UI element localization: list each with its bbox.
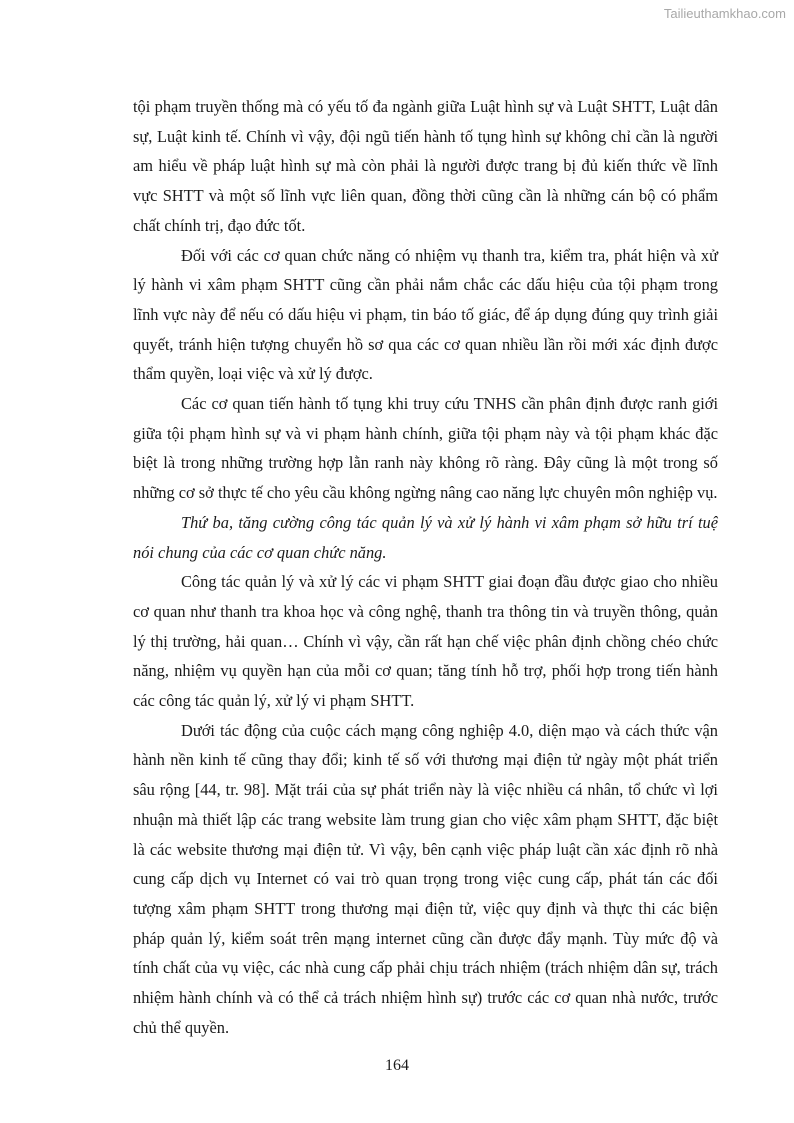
watermark-text: Tailieuthamkhao.com [663, 6, 786, 21]
paragraph-agencies-inspection: Đối với các cơ quan chức năng có nhiệm vụ thanh tra, kiểm tra, phát hiện và xử lý hành vi xâm phạm SHTT cũng cần phải nắm chắc các dấu hiệu của tội phạm trong lĩnh vực này để nếu có dấu hiệu vi phạm, tin báo tố giác, để áp dụng đúng quy trình giải quyết, tránh hiện tượng chuyển hồ sơ qua các cơ quan nhiều lần rồi mới xác định được thẩm quyền, loại việc và xử lý được. [133, 245, 718, 384]
paragraph-industry-4-0: Dưới tác động của cuộc cách mạng công nghiệp 4.0, diện mạo và cách thức vận hành nền kinh tế cũng thay đổi; kinh tế số với thương mại điện tử ngày một phát triển sâu rộng [44, tr. 98]. Mặt trái của sự phát triển này là việc nhiều cá nhân, tổ chức vì lợi nhuận mà thiết lập các trang website làm trung gian cho việc xâm phạm SHTT, đặc biệt là các website thương mại điện tử. Vì vậy, bên cạnh việc pháp luật cần xác định rõ nhà cung cấp dịch vụ Internet có vai trò quan trọng trong việc cung cấp, phát tán các đối tượng xâm phạm SHTT trong thương mại điện tử, việc quy định và thực thi các biện pháp quản lý, kiểm soát trên mạng internet cũng cần được đẩy mạnh. Tùy mức độ và tính chất của vụ việc, các nhà cung cấp phải chịu trách nhiệm (trách nhiệm dân sự, trách nhiệm hành chính và có thể cả trách nhiệm hình sự) trước các cơ quan nhà nước, trước chủ thể quyền. [133, 720, 718, 1037]
document-body [133, 92, 718, 1043]
page-number: 164 [385, 1057, 409, 1074]
paragraph-continuation: tội phạm truyền thống mà có yếu tố đa ngành giữa Luật hình sự và Luật SHTT, Luật dân sự, Luật kinh tế. Chính vì vậy, đội ngũ tiến hành tố tụng hình sự không chỉ cần là người am hiểu về pháp luật hình sự mà còn phải là người được trang bị đủ kiến thức về lĩnh vực SHTT và một số lĩnh vực liên quan, đồng thời cũng cần là những cán bộ có phẩm chất chính trị, đạo đức tốt. [133, 97, 718, 235]
section-heading-third: Thứ ba, tăng cường công tác quản lý và xử lý hành vi xâm phạm sở hữu trí tuệ nói chung của các cơ quan chức năng. [133, 512, 718, 562]
paragraph-prosecution-bodies: Các cơ quan tiến hành tố tụng khi truy cứu TNHS cần phân định được ranh giới giữa tội phạm hình sự và vi phạm hành chính, giữa tội phạm này và tội phạm khác đặc biệt là trong những trường hợp lằn ranh này không rõ ràng. Đây cũng là một trong số những cơ sở thực tế cho yêu cầu không ngừng nâng cao năng lực chuyên môn nghiệp vụ. [133, 394, 718, 503]
paragraph-management-work: Công tác quản lý và xử lý các vi phạm SHTT giai đoạn đầu được giao cho nhiều cơ quan như thanh tra khoa học và công nghệ, thanh tra thông tin và truyền thông, quản lý thị trường, hải quan… Chính vì vậy, cần rất hạn chế việc phân định chồng chéo chức năng, nhiệm vụ quyền hạn của mỗi cơ quan; tăng tính hỗ trợ, phối hợp trong tiến hành các công tác quản lý, xử lý vi phạm SHTT. [133, 572, 718, 711]
